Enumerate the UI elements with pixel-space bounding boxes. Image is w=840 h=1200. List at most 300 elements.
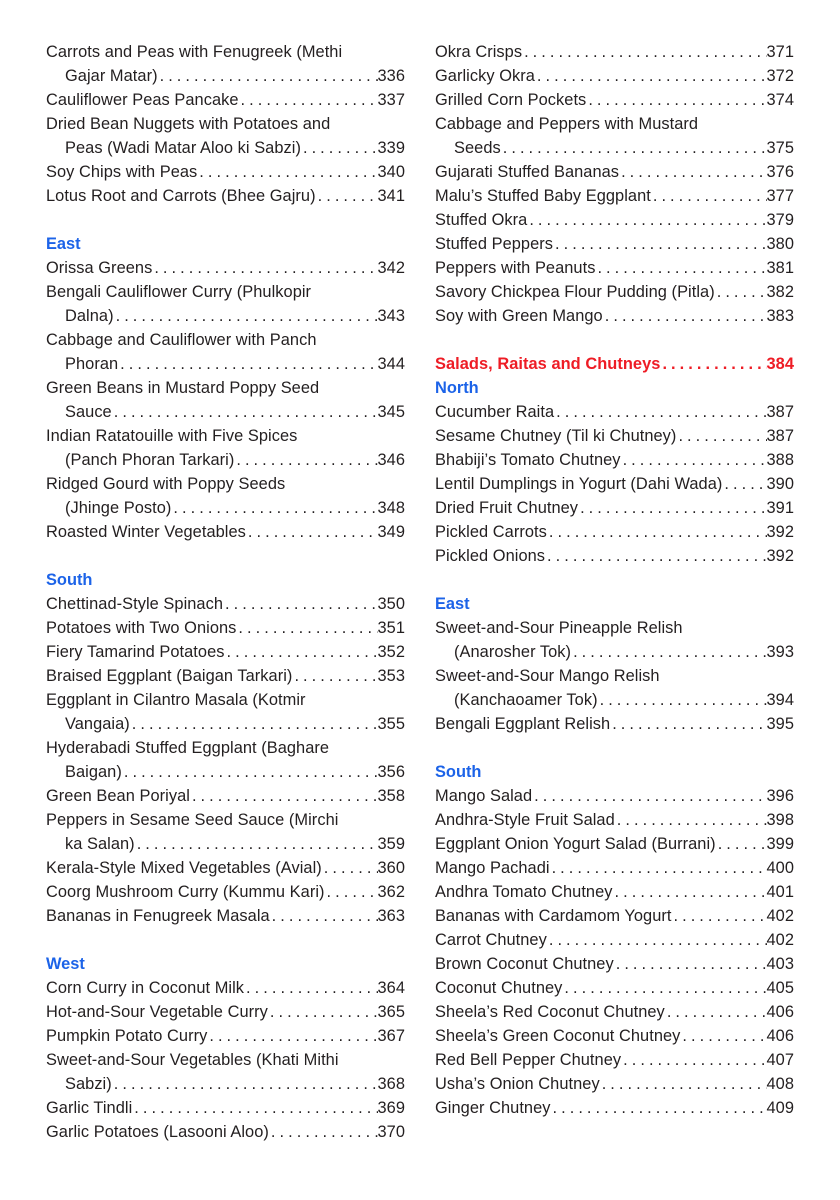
entry-line-with-page <box>435 496 794 520</box>
dot-leader <box>595 256 766 280</box>
entry-line-with-page <box>435 640 794 664</box>
entry-title: Bananas with Cardamom Yogurt <box>435 907 672 925</box>
toc-entry[interactable] <box>435 928 794 952</box>
page-number: 375 <box>766 139 794 157</box>
dot-leader <box>236 616 377 640</box>
entry-line-with-page <box>46 904 405 928</box>
dot-leader <box>268 1000 378 1024</box>
dot-leader <box>614 952 767 976</box>
entry-line-with-page <box>435 232 794 256</box>
dot-leader <box>292 664 377 688</box>
toc-entry[interactable] <box>435 952 794 976</box>
spacer <box>46 928 405 952</box>
page-number: 392 <box>766 547 794 565</box>
page-number: 376 <box>766 163 794 181</box>
dot-leader <box>234 448 377 472</box>
toc-entry[interactable] <box>435 832 794 856</box>
section-heading-east: East <box>435 595 470 613</box>
page-number: 365 <box>377 1003 405 1021</box>
entry-title: Sweet-and-Sour Pineapple Relish <box>435 619 683 637</box>
page-number: 356 <box>377 763 405 781</box>
entry-line-with-page <box>435 928 794 952</box>
dot-leader <box>532 784 766 808</box>
page-number: 342 <box>377 259 405 277</box>
dot-leader <box>130 712 378 736</box>
page-number: 394 <box>766 691 794 709</box>
toc-entry[interactable] <box>435 208 794 232</box>
entry-title: Soy with Green Mango <box>435 307 603 325</box>
dot-leader <box>671 904 766 928</box>
entry-line-with-page <box>46 400 405 424</box>
dot-leader <box>550 856 767 880</box>
dot-leader <box>535 64 767 88</box>
entry-line-with-page <box>435 184 794 208</box>
entry-title: Indian Ratatouille with Five Spices <box>46 427 298 445</box>
dot-leader <box>553 232 767 256</box>
toc-entry[interactable] <box>435 160 794 184</box>
toc-entry[interactable] <box>435 88 794 112</box>
entry-line-with-page <box>435 208 794 232</box>
toc-entry[interactable] <box>46 88 405 112</box>
entry-title: Sauce <box>65 403 112 421</box>
dot-leader <box>244 976 377 1000</box>
toc-entry[interactable] <box>435 184 794 208</box>
entry-title: Chettinad-Style Spinach <box>46 595 223 613</box>
entry-title: Mango Pachadi <box>435 859 550 877</box>
entry-title: Kerala-Style Mixed Vegetables (Avial) <box>46 859 322 877</box>
page-number: 372 <box>766 67 794 85</box>
page-number: 336 <box>377 67 405 85</box>
entry-title: Sesame Chutney (Til ki Chutney) <box>435 427 677 445</box>
dot-leader <box>680 1024 766 1048</box>
spacer <box>435 568 794 592</box>
entry-line <box>46 688 405 712</box>
entry-line <box>46 280 405 304</box>
toc-entry[interactable] <box>435 520 794 544</box>
entry-line-with-page <box>435 832 794 856</box>
dot-leader <box>270 904 378 928</box>
toc-entry[interactable] <box>46 472 405 520</box>
page-number: 348 <box>377 499 405 517</box>
dot-leader <box>118 352 377 376</box>
spacer <box>46 544 405 568</box>
page-number: 401 <box>766 883 794 901</box>
entry-line-with-page <box>435 1072 794 1096</box>
spacer <box>435 328 794 352</box>
page-number: 364 <box>377 979 405 997</box>
dot-leader <box>621 448 767 472</box>
entry-line-with-page <box>46 832 405 856</box>
toc-entry[interactable] <box>435 976 794 1000</box>
page-number: 377 <box>766 187 794 205</box>
toc-entry[interactable] <box>46 976 405 1000</box>
toc-entry[interactable] <box>46 784 405 808</box>
page-number: 359 <box>377 835 405 853</box>
toc-entry[interactable] <box>46 280 405 328</box>
entry-title: Garlic Potatoes (Lasooni Aloo) <box>46 1123 269 1141</box>
page-number: 360 <box>377 859 405 877</box>
entry-line <box>46 736 405 760</box>
dot-leader <box>716 832 767 856</box>
page-number: 398 <box>766 811 794 829</box>
dot-leader <box>197 160 377 184</box>
toc-entry[interactable] <box>46 1096 405 1120</box>
entry-line <box>46 472 405 496</box>
entry-title: Sweet-and-Sour Mango Relish <box>435 667 660 685</box>
entry-title: Ridged Gourd with Poppy Seeds <box>46 475 286 493</box>
toc-entry[interactable] <box>435 400 794 424</box>
entry-title: (Jhinge Posto) <box>65 499 172 517</box>
entry-title: Peppers in Sesame Seed Sauce (Mirchi <box>46 811 339 829</box>
entry-title: Sweet-and-Sour Vegetables (Khati Mithi <box>46 1051 339 1069</box>
entry-title: Fiery Tamarind Potatoes <box>46 643 225 661</box>
page-number: 374 <box>766 91 794 109</box>
page-number: 355 <box>377 715 405 733</box>
dot-leader <box>190 784 378 808</box>
toc-entry[interactable] <box>435 448 794 472</box>
section-heading-south: South <box>46 571 93 589</box>
entry-title: Carrots and Peas with Fenugreek (Methi <box>46 43 343 61</box>
page-number: 383 <box>766 307 794 325</box>
dot-leader <box>554 400 766 424</box>
dot-leader <box>660 352 766 376</box>
toc-entry[interactable] <box>435 40 794 64</box>
dot-leader <box>225 640 378 664</box>
entry-title: Peas (Wadi Matar Aloo ki Sabzi) <box>65 139 301 157</box>
page-number: 352 <box>377 643 405 661</box>
entry-line-with-page <box>435 136 794 160</box>
dot-leader <box>112 1072 378 1096</box>
entry-line-with-page <box>435 880 794 904</box>
dot-leader <box>600 1072 767 1096</box>
page-number: 405 <box>766 979 794 997</box>
dot-leader <box>722 472 766 496</box>
entry-line-with-page <box>46 1072 405 1096</box>
entry-line-with-page <box>435 520 794 544</box>
entry-line-with-page <box>435 280 794 304</box>
entry-line-with-page <box>46 664 405 688</box>
toc-entry[interactable] <box>46 688 405 736</box>
entry-line-with-page <box>435 1024 794 1048</box>
spacer <box>435 736 794 760</box>
entry-line-with-page <box>46 496 405 520</box>
entry-title: Hot-and-Sour Vegetable Curry <box>46 1003 268 1021</box>
section-heading-west: West <box>46 955 85 973</box>
page-number: 345 <box>377 403 405 421</box>
page-number: 390 <box>766 475 794 493</box>
entry-line-with-page <box>46 784 405 808</box>
entry-title: Sabzi) <box>65 1075 112 1093</box>
entry-line-with-page <box>435 1000 794 1024</box>
toc-entry[interactable] <box>46 112 405 160</box>
dot-leader <box>562 976 766 1000</box>
page-number: 406 <box>766 1003 794 1021</box>
page-number: 341 <box>377 187 405 205</box>
toc-entry[interactable] <box>46 880 405 904</box>
toc-entry[interactable] <box>46 376 405 424</box>
page-number: 384 <box>766 355 794 373</box>
toc-entry[interactable] <box>46 328 405 376</box>
toc-entry[interactable] <box>435 496 794 520</box>
entry-line-with-page <box>46 880 405 904</box>
entry-line-with-page <box>46 640 405 664</box>
entry-title: Eggplant in Cilantro Masala (Kotmir <box>46 691 306 709</box>
page-number: 368 <box>377 1075 405 1093</box>
dot-leader <box>246 520 378 544</box>
entry-title: Corn Curry in Coconut Milk <box>46 979 245 997</box>
dot-leader <box>547 928 767 952</box>
toc-entry[interactable] <box>46 184 405 208</box>
entry-line-with-page <box>435 88 794 112</box>
entry-title: Hyderabadi Stuffed Eggplant (Baghare <box>46 739 330 757</box>
entry-title: Vangaia) <box>65 715 130 733</box>
page-number: 391 <box>766 499 794 517</box>
entry-line-with-page <box>46 88 405 112</box>
entry-line-with-page <box>435 160 794 184</box>
toc-entry[interactable] <box>46 256 405 280</box>
entry-line-with-page <box>435 304 794 328</box>
dot-leader <box>547 520 767 544</box>
page-number: 395 <box>766 715 794 733</box>
entry-line-with-page <box>435 1096 794 1120</box>
entry-line-with-page <box>46 1000 405 1024</box>
page-number: 387 <box>766 427 794 445</box>
page-number: 408 <box>766 1075 794 1093</box>
page-number: 349 <box>377 523 405 541</box>
toc-entry[interactable] <box>435 64 794 88</box>
entry-line-with-page <box>435 904 794 928</box>
dot-leader <box>132 1096 377 1120</box>
toc-entry[interactable] <box>435 664 794 712</box>
entry-line <box>435 616 794 640</box>
toc-entry[interactable] <box>435 256 794 280</box>
dot-leader <box>501 136 767 160</box>
toc-entry[interactable] <box>435 712 794 736</box>
entry-title: Pickled Carrots <box>435 523 547 541</box>
toc-column-left <box>46 40 405 1144</box>
page-number: 346 <box>377 451 405 469</box>
dot-leader <box>239 88 378 112</box>
toc-entry[interactable] <box>46 904 405 928</box>
toc-entry[interactable] <box>46 40 405 88</box>
dot-leader <box>122 760 378 784</box>
entry-title: Coconut Chutney <box>435 979 563 997</box>
entry-title: Baigan) <box>65 763 122 781</box>
toc-entry[interactable] <box>46 1120 405 1144</box>
page-number: 358 <box>377 787 405 805</box>
dot-leader <box>135 832 378 856</box>
entry-line <box>46 808 405 832</box>
entry-line-with-page <box>46 1024 405 1048</box>
dot-leader <box>603 304 767 328</box>
entry-title: (Kanchaoamer Tok) <box>454 691 598 709</box>
toc-entry[interactable] <box>435 616 794 664</box>
toc-entry[interactable] <box>46 856 405 880</box>
toc-entry[interactable] <box>435 1072 794 1096</box>
entry-title: (Anarosher Tok) <box>454 643 572 661</box>
page-number: 399 <box>766 835 794 853</box>
page-number: 393 <box>766 643 794 661</box>
page-number: 371 <box>766 43 794 61</box>
toc-entry[interactable] <box>46 616 405 640</box>
dot-leader <box>715 280 767 304</box>
dot-leader <box>158 64 378 88</box>
entry-line-with-page <box>435 688 794 712</box>
dot-leader <box>316 184 378 208</box>
entry-line-with-page <box>46 184 405 208</box>
dot-leader <box>322 856 378 880</box>
page-number: 350 <box>377 595 405 613</box>
entry-line-with-page <box>435 64 794 88</box>
entry-title: Green Bean Poriyal <box>46 787 190 805</box>
entry-line-with-page <box>435 952 794 976</box>
toc-entry[interactable] <box>435 280 794 304</box>
toc-entry[interactable] <box>435 808 794 832</box>
dot-leader <box>665 1000 767 1024</box>
page-number: 353 <box>377 667 405 685</box>
entry-title: Peppers with Peanuts <box>435 259 596 277</box>
page-number: 362 <box>377 883 405 901</box>
entry-title: Carrot Chutney <box>435 931 547 949</box>
dot-leader <box>527 208 766 232</box>
dot-leader <box>522 40 766 64</box>
entry-title: Braised Eggplant (Baigan Tarkari) <box>46 667 293 685</box>
entry-title: Eggplant Onion Yogurt Salad (Burrani) <box>435 835 716 853</box>
toc-entry[interactable] <box>46 1048 405 1096</box>
entry-title: Potatoes with Two Onions <box>46 619 237 637</box>
entry-title: Pickled Onions <box>435 547 546 565</box>
dot-leader <box>615 808 767 832</box>
entry-line-with-page <box>435 712 794 736</box>
entry-title: Grilled Corn Pockets <box>435 91 587 109</box>
toc-entry[interactable] <box>435 856 794 880</box>
page-number: 351 <box>377 619 405 637</box>
page-number: 403 <box>766 955 794 973</box>
dot-leader <box>619 160 766 184</box>
toc-entry[interactable] <box>435 1048 794 1072</box>
entry-title: Cabbage and Peppers with Mustard <box>435 115 699 133</box>
section-heading-east: East <box>46 235 81 253</box>
page-number: 367 <box>377 1027 405 1045</box>
entry-line-with-page <box>46 760 405 784</box>
toc-entry[interactable] <box>46 808 405 856</box>
entry-line-with-page <box>435 1048 794 1072</box>
toc-entry[interactable] <box>435 232 794 256</box>
toc-entry[interactable] <box>435 304 794 328</box>
toc-entry[interactable] <box>435 1024 794 1048</box>
entry-line-with-page <box>435 400 794 424</box>
entry-line-with-page <box>46 352 405 376</box>
page-number: 388 <box>766 451 794 469</box>
entry-line-with-page <box>435 424 794 448</box>
entry-line-with-page <box>46 136 405 160</box>
toc-entry[interactable] <box>435 904 794 928</box>
toc-entry[interactable] <box>46 160 405 184</box>
entry-title: Mango Salad <box>435 787 533 805</box>
entry-line-with-page <box>46 856 405 880</box>
entry-title: Brown Coconut Chutney <box>435 955 614 973</box>
entry-line-with-page <box>46 592 405 616</box>
page-number: 382 <box>766 283 794 301</box>
entry-title: Gajar Matar) <box>65 67 158 85</box>
entry-title: Garlicky Okra <box>435 67 535 85</box>
entry-line-with-page <box>435 808 794 832</box>
toc-entry[interactable] <box>46 1024 405 1048</box>
entry-title: Savory Chickpea Flour Pudding (Pitla) <box>435 283 715 301</box>
toc-entry[interactable] <box>435 880 794 904</box>
chapter-heading[interactable] <box>435 352 794 376</box>
entry-line <box>46 112 405 136</box>
page-number: 402 <box>766 931 794 949</box>
entry-line-with-page <box>46 976 405 1000</box>
toc-entry[interactable] <box>46 640 405 664</box>
toc-entry[interactable] <box>46 520 405 544</box>
entry-line <box>46 424 405 448</box>
dot-leader <box>114 304 378 328</box>
entry-line-with-page <box>46 160 405 184</box>
toc-entry[interactable] <box>46 424 405 472</box>
dot-leader <box>325 880 378 904</box>
dot-leader <box>207 1024 377 1048</box>
entry-title: Roasted Winter Vegetables <box>46 523 246 541</box>
entry-line <box>46 376 405 400</box>
toc-entry[interactable] <box>46 592 405 616</box>
toc-entry[interactable] <box>46 664 405 688</box>
page-number: 381 <box>766 259 794 277</box>
entry-line-with-page <box>435 448 794 472</box>
dot-leader <box>112 400 378 424</box>
entry-line-with-page <box>435 856 794 880</box>
toc-entry[interactable] <box>46 736 405 784</box>
dot-leader <box>586 88 766 112</box>
toc-entry[interactable] <box>435 1096 794 1120</box>
entry-title: Ginger Chutney <box>435 1099 551 1117</box>
entry-title: Andhra Tomato Chutney <box>435 883 613 901</box>
entry-line <box>46 40 405 64</box>
toc-entry[interactable] <box>435 784 794 808</box>
entry-title: Stuffed Peppers <box>435 235 553 253</box>
page-number: 407 <box>766 1051 794 1069</box>
entry-line-with-page <box>46 520 405 544</box>
section-heading-south: South <box>435 763 482 781</box>
page-number: 379 <box>766 211 794 229</box>
entry-title: Seeds <box>454 139 501 157</box>
entry-line-with-page <box>435 976 794 1000</box>
dot-leader <box>152 256 377 280</box>
page-number: 340 <box>377 163 405 181</box>
toc-entry[interactable] <box>435 472 794 496</box>
dot-leader <box>651 184 767 208</box>
toc-entry[interactable] <box>435 424 794 448</box>
entry-line <box>435 112 794 136</box>
entry-title: Green Beans in Mustard Poppy Seed <box>46 379 320 397</box>
dot-leader <box>171 496 377 520</box>
entry-title: Pumpkin Potato Curry <box>46 1027 208 1045</box>
dot-leader <box>571 640 766 664</box>
dot-leader <box>598 688 767 712</box>
entry-title: Gujarati Stuffed Bananas <box>435 163 620 181</box>
toc-entry[interactable] <box>435 544 794 568</box>
toc-entry[interactable] <box>435 1000 794 1024</box>
entry-title: Garlic Tindli <box>46 1099 133 1117</box>
toc-entry[interactable] <box>435 112 794 160</box>
entry-title: Stuffed Okra <box>435 211 528 229</box>
entry-title: Cucumber Raita <box>435 403 555 421</box>
dot-leader <box>621 1048 766 1072</box>
page-number: 400 <box>766 859 794 877</box>
toc-entry[interactable] <box>46 1000 405 1024</box>
entry-title: Cabbage and Cauliflower with Panch <box>46 331 317 349</box>
